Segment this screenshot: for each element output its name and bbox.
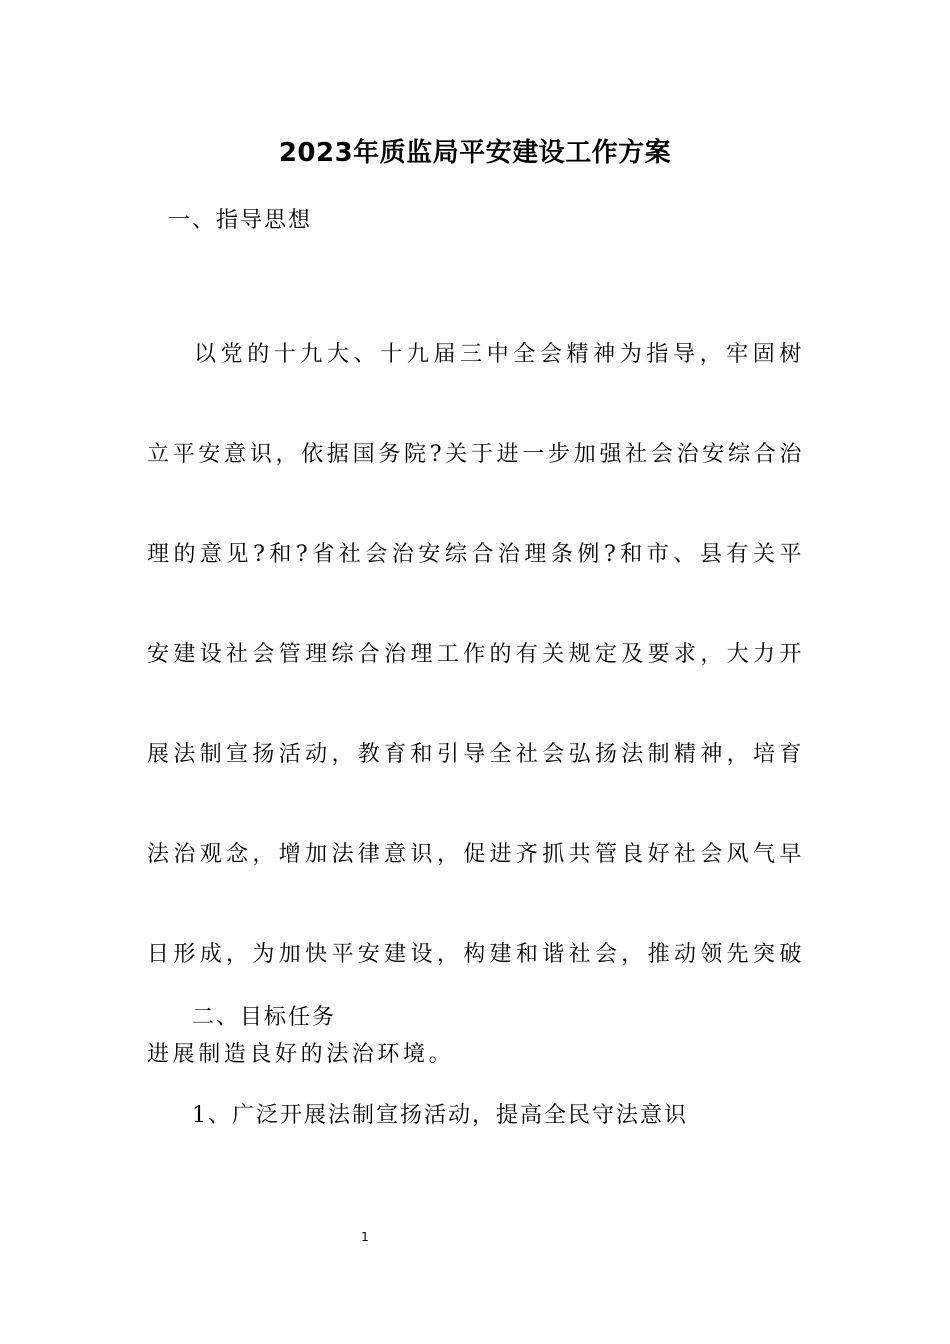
section-heading-objectives: 二、目标任务 <box>192 1005 337 1030</box>
guiding-ideology-paragraph: 以党的十九大、十九届三中全会精神为指导，牢固树立平安意识，依据国务院?关于进一步加强社会治安综合治理的意见?和?省社会治安综合治理条例?和市、县有关平安建设社会管理综合治理工作的有关规定及要求，大力开展法制宣扬活动，教育和引导全社会弘扬法制精神，培育法治观念，增加法律意识，促进齐抓共管良好社会风气早日形成，为加快平安建设，构建和谐社会，推动领先突破进展制造良好的法治环境。 <box>147 342 805 1067</box>
subsection-heading-legal-publicity: 1、广泛开展法制宣扬活动，提高全民守法意识 <box>192 1103 688 1128</box>
section-heading-guiding-ideology: 一、指导思想 <box>168 208 313 233</box>
document-title: 2023年质监局平安建设工作方案 <box>278 138 672 168</box>
page-number: 1 <box>361 1230 369 1244</box>
